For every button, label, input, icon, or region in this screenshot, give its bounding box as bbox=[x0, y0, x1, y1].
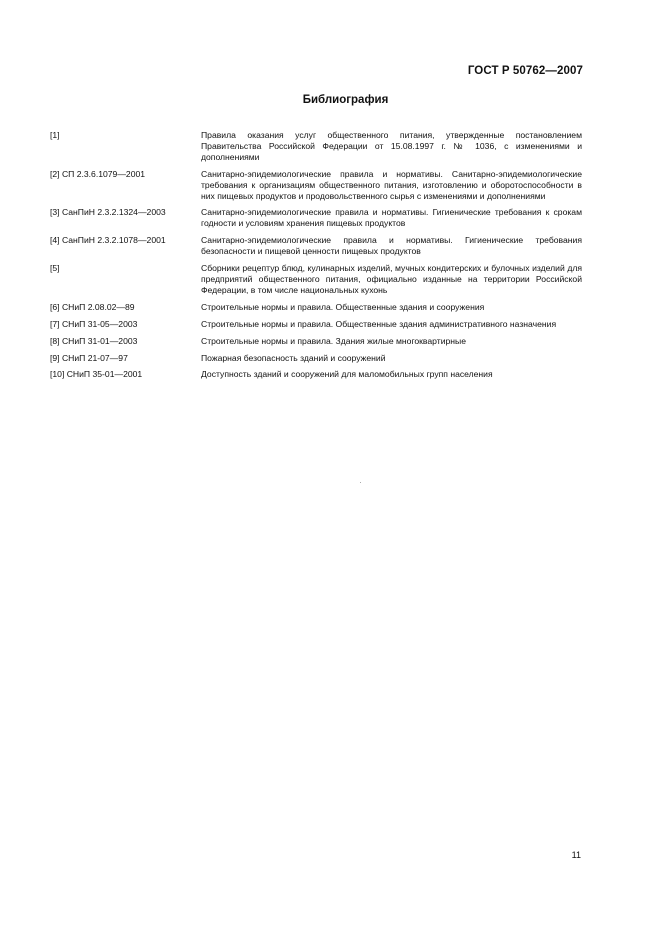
bibliography-entry bbox=[50, 369, 582, 380]
entry-reference: [9] СНиП 21-07—97 bbox=[50, 352, 128, 363]
entry-reference: [8] СНиП 31-01—2003 bbox=[50, 335, 138, 346]
bibliography-entry bbox=[50, 169, 582, 202]
document-code: ГОСТ Р 50762—2007 bbox=[467, 65, 583, 77]
entry-description: Строительные нормы и правила. Общественные здания административного назначения bbox=[201, 318, 557, 329]
entry-reference: [10] СНиП 35-01—2001 bbox=[50, 369, 143, 380]
page-number: 11 bbox=[571, 850, 581, 860]
entry-reference: [4] СанПиН 2.3.2.1078—2001 bbox=[50, 235, 166, 246]
entry-description: Санитарно-эпидемиологические правила и нормативы. Гигиенические требования безопасности и пищевой ценности пищевых продуктов bbox=[201, 235, 582, 257]
entry-description: Строительные нормы и правила. Общественные здания и сооружения bbox=[201, 301, 485, 312]
bibliography-entry bbox=[50, 319, 582, 330]
bibliography-entry bbox=[50, 235, 582, 257]
entry-description: Правила оказания услуг общественного питания, утвержденные постановлением Правительства Российской Федерации от 15.08.1997 г. № 1036, с изменениями и дополнениями bbox=[201, 130, 582, 162]
entry-description: Строительные нормы и правила. Здания жилые многоквартирные bbox=[201, 335, 466, 346]
entry-reference: [2] СП 2.3.6.1079—2001 bbox=[50, 168, 146, 179]
bibliography-entry bbox=[50, 353, 582, 364]
entry-reference: [1] bbox=[50, 130, 60, 140]
bibliography-entry bbox=[50, 263, 582, 296]
entry-reference: [3] СанПиН 2.3.2.1324—2003 bbox=[50, 207, 166, 218]
scan-speck bbox=[360, 482, 361, 483]
entry-description: Санитарно-эпидемиологические правила и нормативы. Гигиенические требования к срокам годности и условиям хранения пищевых продуктов bbox=[201, 207, 582, 229]
entry-reference: [7] СНиП 31-05—2003 bbox=[50, 318, 138, 329]
entry-reference: [6] СНиП 2.08.02—89 bbox=[50, 301, 135, 312]
entry-description: Доступность зданий и сооружений для маломобильных групп населения bbox=[201, 369, 493, 380]
entry-description: Санитарно-эпидемиологические правила и нормативы. Санитарно-эпидемиологические требования к организациям общественного питания, изготовлению и оборотоспособности в них пищевых продуктов и продовольственного сырья с изменениями и дополнениями bbox=[201, 168, 582, 201]
bibliography-entry bbox=[50, 336, 582, 347]
bibliography-entry bbox=[50, 207, 582, 229]
entry-reference: [5] bbox=[50, 263, 60, 274]
bibliography-list bbox=[50, 130, 582, 386]
bibliography-entry bbox=[50, 302, 582, 313]
entry-description: Сборники рецептур блюд, кулинарных изделий, мучных кондитерских и булочных изделий для предприятий общественного питания, официально изданные на территории Российской Федерации, в том числе национальных кухонь bbox=[201, 263, 582, 295]
bibliography-entry bbox=[50, 130, 582, 163]
page-title: Библиография bbox=[302, 94, 389, 106]
entry-description: Пожарная безопасность зданий и сооружений bbox=[201, 352, 386, 363]
